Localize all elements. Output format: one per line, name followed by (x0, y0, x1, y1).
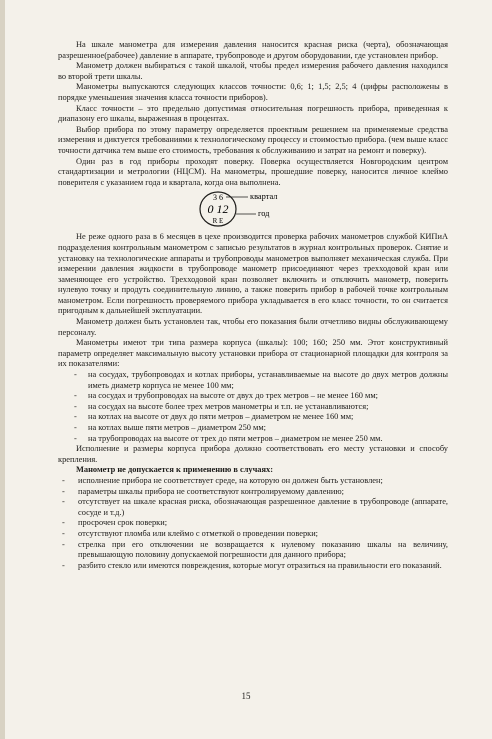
list-item: - стрелка при его отключении не возвращается к нулевому показанию шкалы на величину, превышающую половину допускаемой погрешности для данного прибора; (58, 540, 448, 561)
paragraph-accuracy-definition: Класс точности – это предельно допустимая относительная погрешность прибора, приведенная к диапазону его шкалы, выраженная в процентах. (58, 103, 448, 124)
page-number: 15 (241, 691, 251, 701)
paragraph-scale-choice: Манометр должен выбираться с такой шкалой, чтобы предел измерения рабочего давления находился во второй трети шкалы. (58, 61, 448, 81)
paragraph-device-selection: Выбор прибора по этому параметру определяется проектным решением на применяемые средства измерения и диктуется требованиями к технологическому процессу и стоимостью прибора. (чем выше класс точности датчика тем выше его стоимость, требования к обслуживанию и затрат на ремонт и поверку). (58, 124, 448, 155)
forbidden-heading: Манометр не допускается к применению в случаях: (76, 465, 274, 475)
stamp-top-digits: 3 6 (213, 193, 223, 203)
list-item: - на котлах выше пяти метров – диаметром 250 мм; (58, 423, 448, 434)
paragraph-verification: Один раз в год приборы проходят поверку. Поверка осуществляется Новгородским центром стандартизации и метрологии (НЦСМ). На манометры, прошедшие поверку, наносится личное клеймо поверителя с указанием года и квартала, когда она выполнена. (58, 156, 448, 187)
stamp-quarter-label: квартал (250, 192, 278, 202)
stamp-middle-mark: 0 12 (207, 202, 229, 217)
list-item: - на трубопроводах на высоте от трех до пяти метров – диаметром не менее 250 мм. (58, 434, 448, 445)
list-item: - на сосудах, трубопроводах и котлах приборы, устанавливаемые на высоте до двух метров должны иметь диаметр корпуса не менее 100 мм; (58, 370, 448, 391)
list-item: - отсутствуют пломба или клеймо с отметкой о проведении поверки; (58, 529, 448, 540)
stamp-year-label: год (258, 209, 270, 219)
paragraph-case-sizes: Манометры имеют три типа размера корпуса (шкалы): 100; 160; 250 мм. Этот конструктивный параметр определяет максимальную высоту установки прибора от стационарной площадки для контроля за их показателями: (58, 338, 448, 369)
forbidden-list (58, 476, 448, 571)
list-item: - на котлах на высоте от двух до пяти метров – диаметром не менее 160 мм; (58, 412, 448, 423)
stamp-bottom-letters: R E (212, 217, 224, 226)
list-item: - на сосудах и трубопроводах на высоте от двух до трех метров – не менее 160 мм; (58, 391, 448, 402)
paragraph-periodic-check: Не реже одного раза в 6 месяцев в цехе производится проверка рабочих манометров службой КИПиА подразделения контрольным манометром с записью результатов в журнал контрольных проверок. Снятие и установку на технологические аппараты и трубопроводы манометров выполняет механическая служба. При измерении давления жидкости в трубопроводе манометр присоединяют через трехходовой кран или заменяющее его устройство. Трехходовой кран позволяет включить и отключить манометр, поверить нулевую точку и продуть соединительную линию, а также поверить прибор в рабочей точке контрольным манометром. Если погрешность проверяемого прибора укладывается в его класс точности, то он считается пригодным к дальнейшей эксплуатации. (58, 232, 448, 316)
list-item: - исполнение прибора не соответствует среде, на которую он должен быть установлен; (58, 476, 448, 487)
paragraph-accuracy-classes: Манометры выпускаются следующих классов точности: 0,6; 1; 1,5; 2,5; 4 (цифры расположены в порядке уменьшения значения класса точности приборов). (58, 82, 448, 102)
paragraph-red-mark: На шкале манометра для измерения давления наносится красная риска (черта), обозначающая разрешенное(рабочее) давление в аппарате, трубопроводе и другом оборудовании, где установлен прибор. (58, 40, 448, 60)
height-size-list (58, 370, 448, 444)
paragraph-visibility: Манометр должен быть установлен так, чтобы его показания были отчетливо видны обслуживающему персоналу. (58, 317, 448, 337)
stamp-figure (188, 189, 358, 229)
paragraph-case-fit: Исполнение и размеры корпуса прибора должно соответствовать его месту установки и способу крепления. (58, 444, 448, 464)
list-item: - параметры шкалы прибора не соответствуют контролируемому давлению; (58, 487, 448, 498)
list-item: - отсутствует на шкале красная риска, обозначающая разрешенное давление в трубопроводе (аппарате, сосуде и т.д.) (58, 497, 448, 518)
list-item: - на сосудах на высоте более трех метров манометры и т.п. не устанавливаются; (58, 402, 448, 413)
list-item: - разбито стекло или имеются повреждения, которые могут отразиться на правильности его показаний. (58, 561, 448, 572)
verification-stamp (58, 189, 448, 229)
list-item: - просрочен срок поверки; (58, 518, 448, 529)
